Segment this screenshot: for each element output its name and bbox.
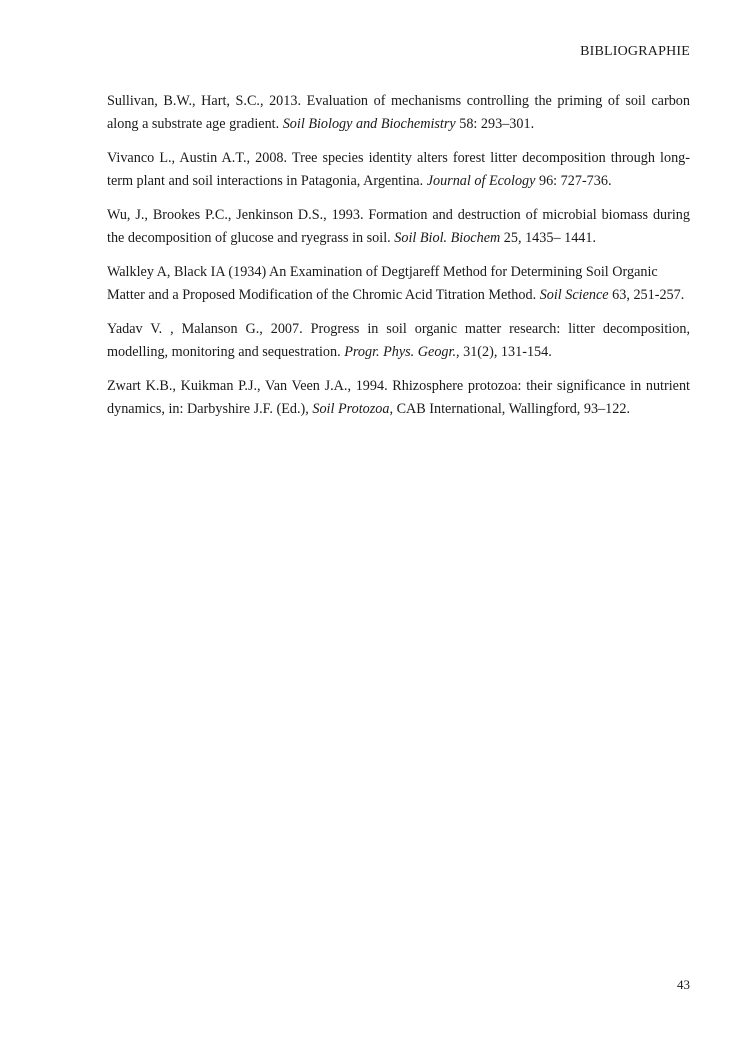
- reference-source: Soil Protozoa: [312, 400, 390, 417]
- reference-source: Journal of Ecology: [426, 172, 536, 189]
- reference-text: Yadav V. , Malanson G., 2007. Progress in soil organic matter research: litter decomposition, modelling, monitoring and sequestration.: [107, 321, 690, 360]
- reference-tail: , 31(2), 131-154.: [456, 343, 552, 360]
- page-number: 43: [677, 977, 690, 992]
- reference-source: Soil Biology and Biochemistry: [282, 115, 456, 132]
- reference-source: Soil Biol. Biochem: [394, 229, 501, 246]
- reference-text: Walkley A, Black IA (1934) An Examination of Degtjareff Method for Determining Soil Organic Matter and a Proposed Modification of the Chromic Acid Titration Method.: [107, 264, 658, 303]
- running-header: BIBLIOGRAPHIE: [580, 44, 690, 59]
- reference-source: Soil Science: [539, 286, 609, 303]
- reference-tail: 96: 727-736.: [535, 172, 612, 189]
- reference-tail: 58: 293–301.: [455, 115, 535, 132]
- reference-list: [107, 90, 690, 432]
- reference-text: Vivanco L., Austin A.T., 2008. Tree species identity alters forest litter decomposition through long-term plant and soil interactions in Patagonia, Argentina.: [107, 150, 690, 189]
- reference-text: Zwart K.B., Kuikman P.J., Van Veen J.A., 1994. Rhizosphere protozoa: their significance in nutrient dynamics, in: Darbyshire J.F. (Ed.),: [107, 378, 690, 417]
- reference-entry: [107, 90, 690, 135]
- reference-text: Wu, J., Brookes P.C., Jenkinson D.S., 1993. Formation and destruction of microbial biomass during the decomposition of glucose and ryegrass in soil.: [107, 207, 690, 246]
- reference-tail: , CAB International, Wallingford, 93–122.: [389, 400, 631, 417]
- reference-entry: [107, 204, 690, 249]
- reference-entry: [107, 147, 690, 192]
- reference-source: Progr. Phys. Geogr.: [344, 343, 457, 360]
- reference-tail: 25, 1435– 1441.: [500, 229, 597, 246]
- reference-entry: [107, 375, 690, 420]
- reference-entry: [107, 318, 690, 363]
- reference-text: Sullivan, B.W., Hart, S.C., 2013. Evaluation of mechanisms controlling the priming of soil carbon along a substrate age gradient.: [107, 93, 690, 132]
- reference-tail: 63, 251-257.: [608, 286, 685, 303]
- reference-entry: [107, 261, 690, 306]
